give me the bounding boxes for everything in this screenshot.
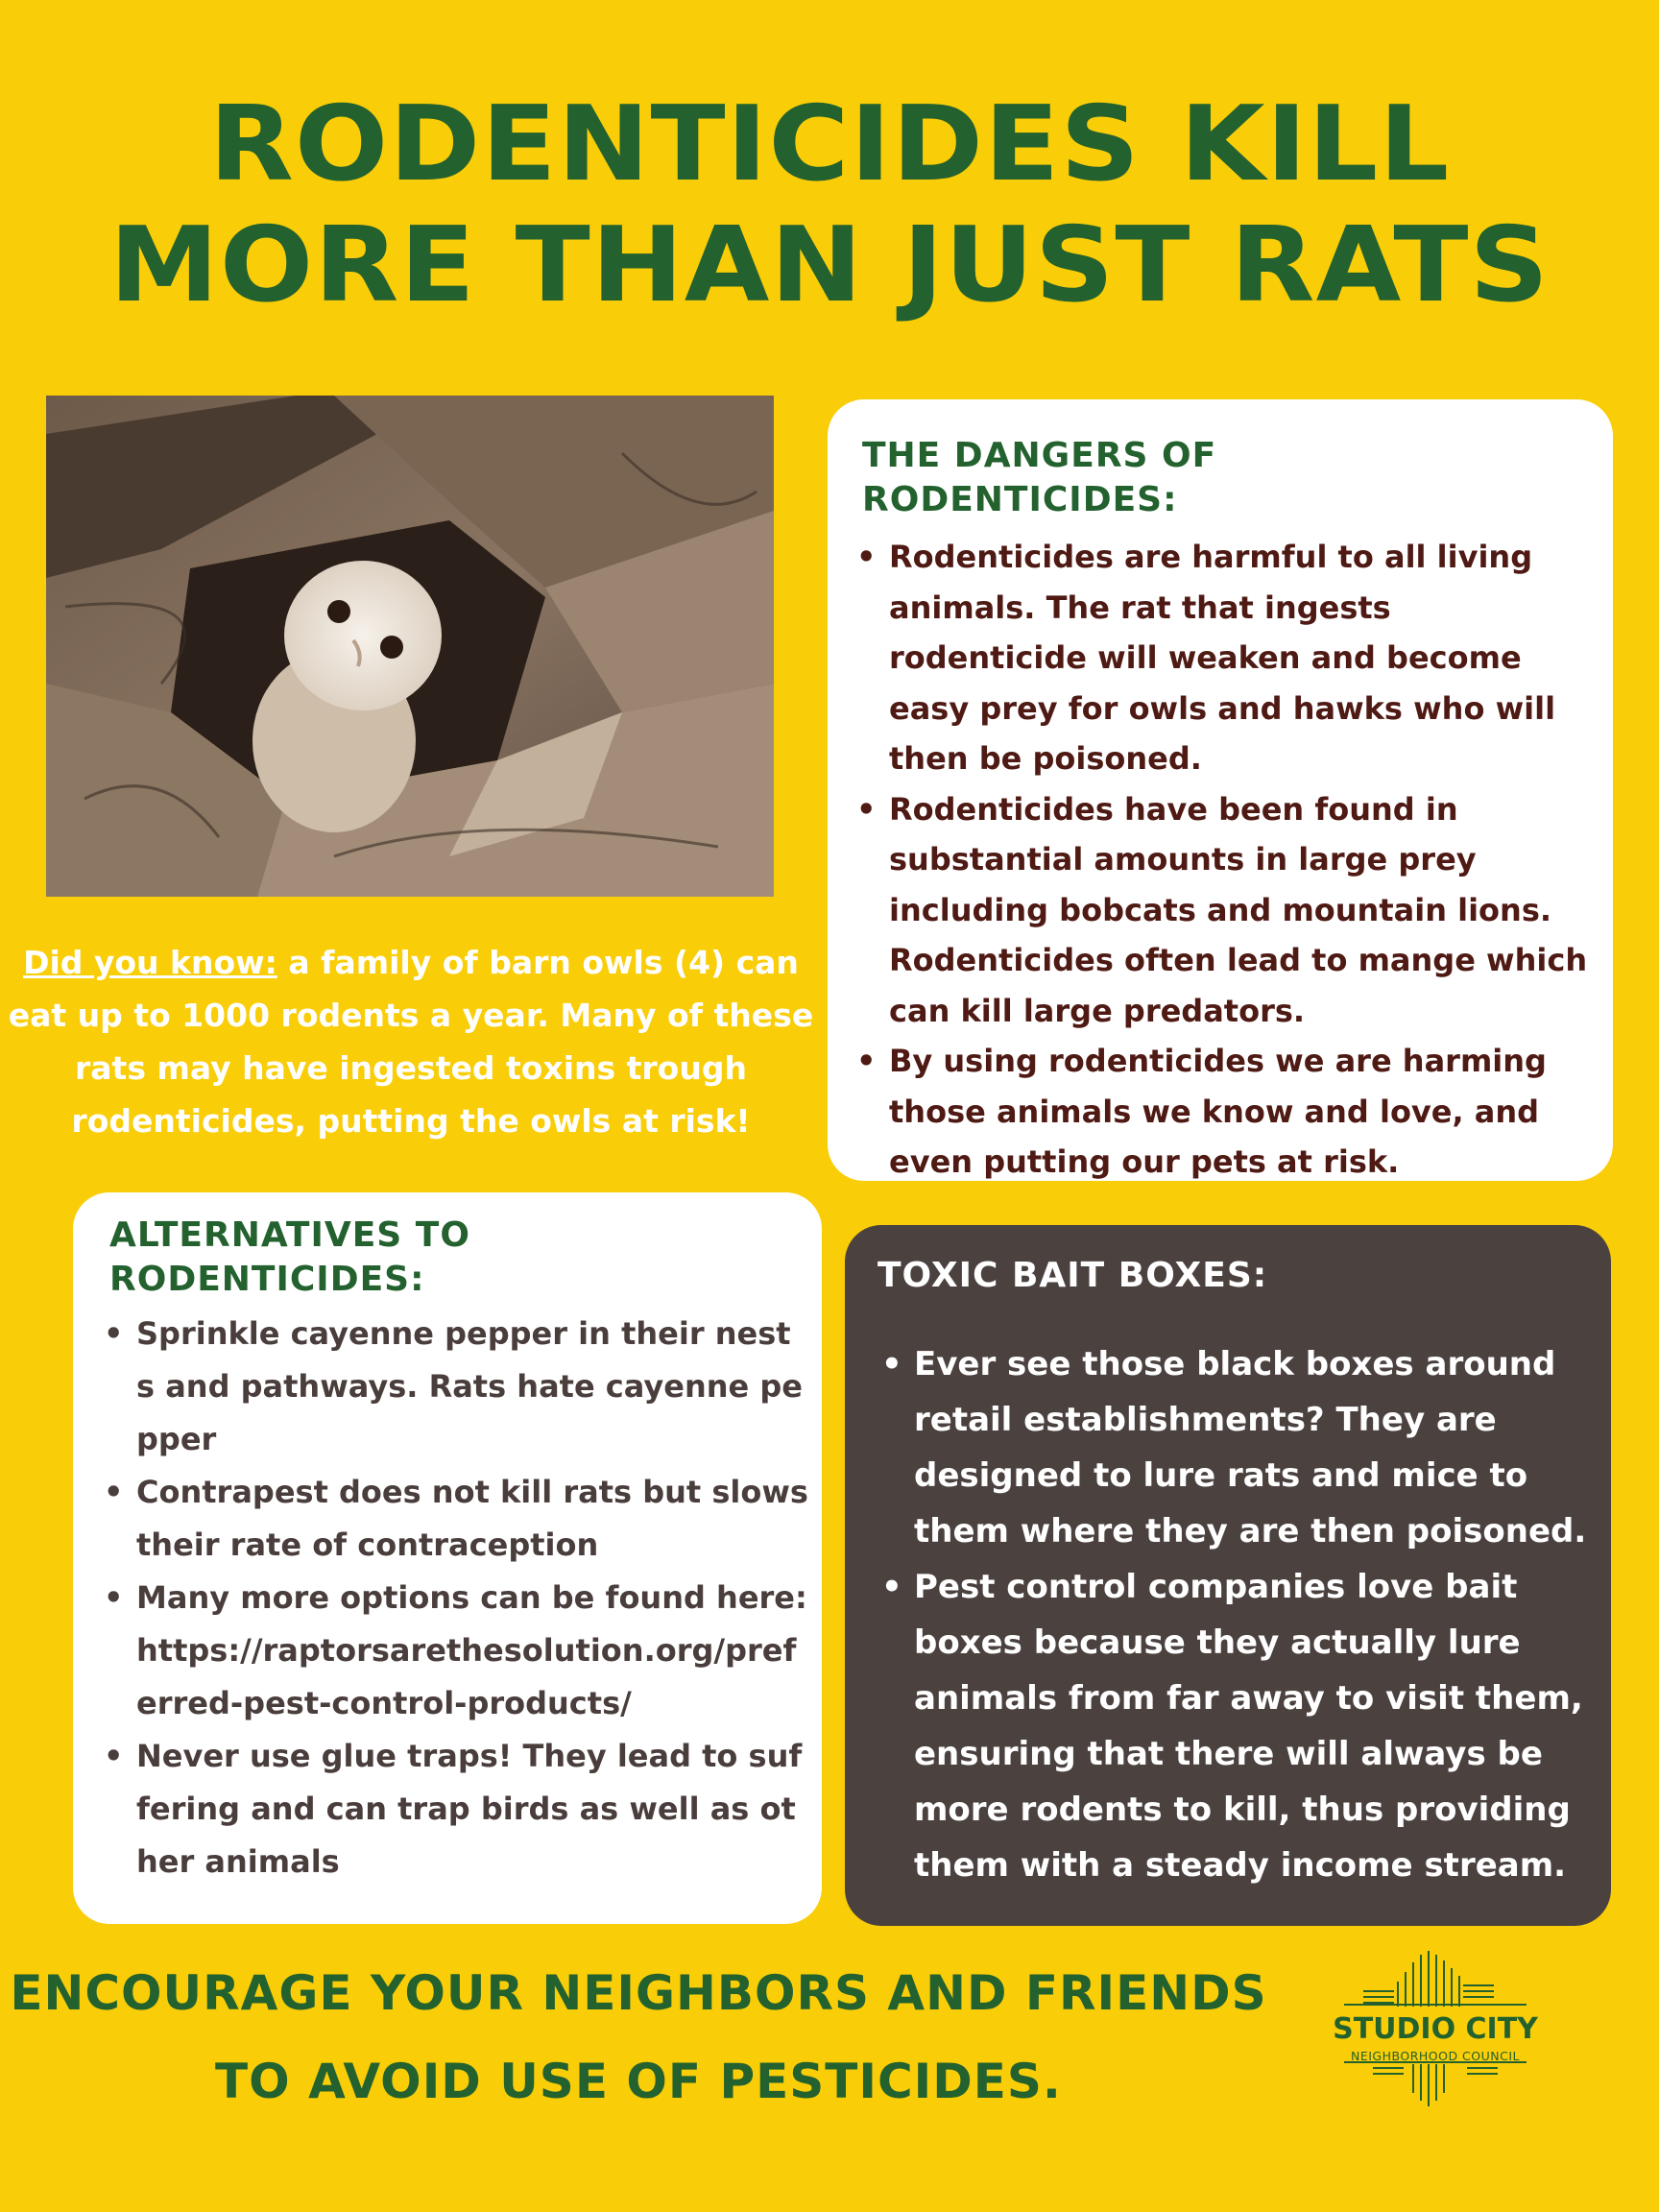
footer-call-to-action — [0, 1949, 1277, 2126]
did-you-know-label: Did you know: — [23, 944, 277, 981]
studio-city-logo — [1325, 1947, 1546, 2108]
list-item: • By using rodenticides we are harming those animals we know and love, and even putting our pets at risk. — [856, 1036, 1596, 1188]
list-item: • Rodenticides have been found in substantial amounts in large prey including bobcats and mountain lions. Rodenticides often lead to mange which can kill large predators. — [856, 784, 1596, 1037]
footer-line-2: TO AVOID USE OF PESTICIDES. — [215, 2054, 1062, 2109]
alternatives-list — [104, 1308, 808, 1888]
alternatives-heading-line-1: ALTERNATIVES TO — [109, 1215, 470, 1255]
did-you-know-text: a family of barn owls (4) can eat up to 1000 rodents a year. Many of these rats may have ingested toxins trough rodenticides, putting the owls at risk! — [8, 944, 814, 1140]
toxic-heading: TOXIC BAIT BOXES: — [878, 1256, 1268, 1295]
list-item: • Rodenticides are harmful to all living animals. The rat that ingests rodenticide will weaken and become easy prey for owls and hawks who will then be poisoned. — [856, 532, 1596, 784]
logo-subtitle: NEIGHBORHOOD COUNCIL — [1350, 2049, 1521, 2063]
dangers-list — [856, 532, 1596, 1188]
alternatives-heading-line-2: RODENTICIDES: — [109, 1260, 425, 1299]
list-item: • Contrapest does not kill rats but slows their rate of contraception — [104, 1466, 808, 1572]
list-item: • Pest control companies love bait boxes because they actually lure animals from far away to visit them, ensuring that there will always be more rodents to kill, thus providing them with a steady income stream. — [881, 1559, 1594, 1893]
barn-owl-photo — [46, 396, 774, 897]
footer-line-1: ENCOURAGE YOUR NEIGHBORS AND FRIENDS — [10, 1965, 1267, 2021]
dangers-heading-line-1: THE DANGERS OF — [862, 436, 1217, 475]
toxic-bait-boxes-card — [845, 1225, 1611, 1926]
title-line-2: MORE THAN JUST RATS — [108, 205, 1551, 325]
dangers-heading — [862, 434, 1596, 522]
dangers-card — [828, 399, 1613, 1181]
list-item: • Ever see those black boxes around retail establishments? They are designed to lure rats and mice to them where they are then poisoned. — [881, 1336, 1594, 1559]
alternatives-card — [73, 1192, 822, 1924]
list-item: • Never use glue traps! They lead to suffering and can trap birds as well as other animals — [104, 1730, 808, 1888]
dangers-heading-line-2: RODENTICIDES: — [862, 480, 1178, 519]
poster-title — [0, 84, 1659, 326]
list-item: • Many more options can be found here: https://raptorsarethesolution.org/preferred-pest-control-products/ — [104, 1572, 808, 1730]
toxic-list — [881, 1336, 1594, 1893]
did-you-know-fact — [8, 936, 814, 1147]
list-item: • Sprinkle cayenne pepper in their nests and pathways. Rats hate cayenne pepper — [104, 1308, 808, 1466]
title-line-1: RODENTICIDES KILL — [208, 84, 1451, 204]
logo-name: STUDIO CITY — [1333, 2012, 1538, 2046]
alternatives-heading — [109, 1214, 808, 1302]
